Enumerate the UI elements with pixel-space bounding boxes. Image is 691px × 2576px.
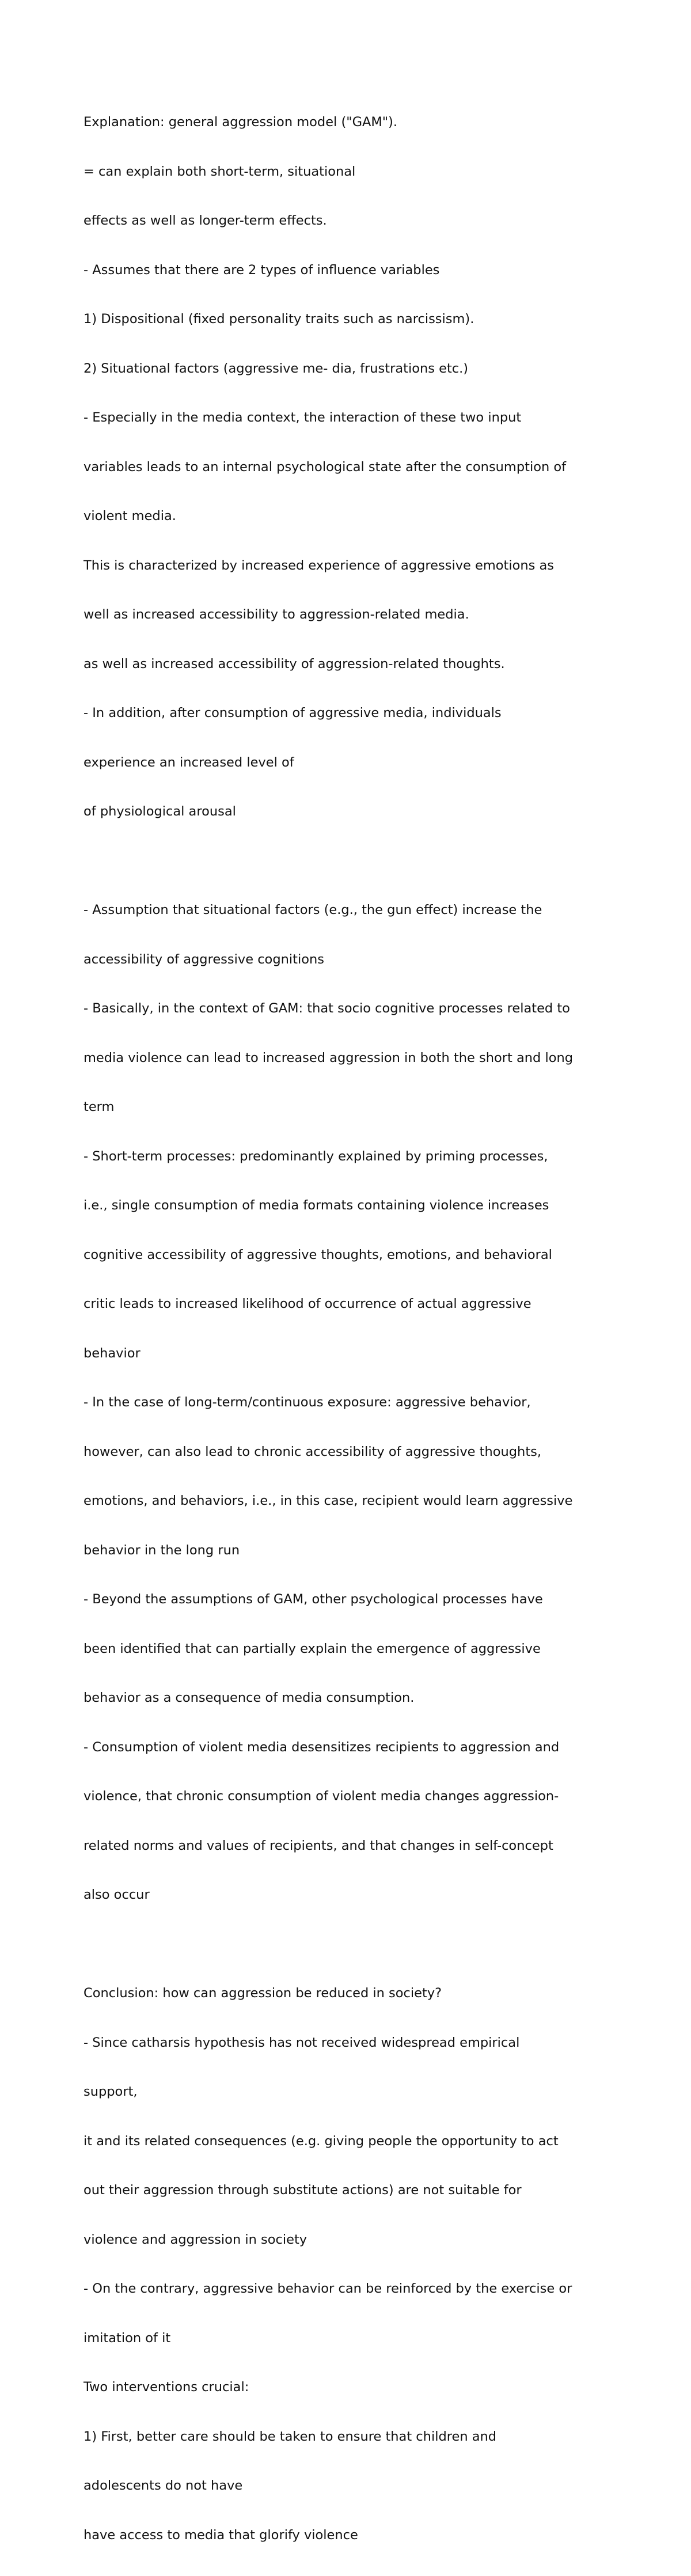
text-line: 1) Dispositional (fixed personality traits such as narcissism). xyxy=(83,312,474,327)
blank-line xyxy=(83,853,659,870)
text-line: 1) First, better care should be taken to ensure that children and xyxy=(83,2429,497,2444)
text-line: violence, that chronic consumption of violent media changes aggression- xyxy=(83,1789,559,1804)
text-line: - Short-term processes: predominantly explained by priming processes, xyxy=(83,1148,548,1164)
text-line: imitation of it xyxy=(83,2330,171,2346)
text-line: have access to media that glorify violence xyxy=(83,2527,358,2543)
document-body xyxy=(83,81,659,2576)
text-line: Conclusion: how can aggression be reduced in society? xyxy=(83,1986,442,2001)
text-line: = can explain both short-term, situational xyxy=(83,164,356,179)
text-line: Explanation: general aggression model ("GAM"). xyxy=(83,115,398,130)
text-line: Two interventions crucial: xyxy=(83,2380,249,2395)
text-line: - Beyond the assumptions of GAM, other psychological processes have xyxy=(83,1592,543,1607)
text-line: however, can also lead to chronic accessibility of aggressive thoughts, xyxy=(83,1444,542,1459)
text-line: it and its related consequences (e.g. giving people the opportunity to act xyxy=(83,2133,559,2149)
text-line: variables leads to an internal psychological state after the consumption of xyxy=(83,459,567,475)
text-line: - In the case of long-term/continuous exposure: aggressive behavior, xyxy=(83,1395,531,1410)
text-line: behavior in the long run xyxy=(83,1542,240,1558)
text-line: violence and aggression in society xyxy=(83,2232,307,2247)
text-line: - Basically, in the context of GAM: that socio cognitive processes related to xyxy=(83,1001,570,1016)
text-line: cognitive accessibility of aggressive thoughts, emotions, and behavioral xyxy=(83,1247,552,1262)
text-line: support, xyxy=(83,2084,138,2099)
text-line: 2) Situational factors (aggressive me- dia, frustrations etc.) xyxy=(83,361,469,376)
text-line: - Assumption that situational factors (e.g., the gun effect) increase the xyxy=(83,902,542,917)
text-line: related norms and values of recipients, and that changes in self-concept xyxy=(83,1838,553,1853)
text-line: behavior xyxy=(83,1345,141,1361)
text-line: critic leads to increased likelihood of occurrence of actual aggressive xyxy=(83,1296,531,1311)
text-line: as well as increased accessibility of aggression-related thoughts. xyxy=(83,656,505,671)
text-line: adolescents do not have xyxy=(83,2478,243,2493)
text-line: - Since catharsis hypothesis has not received widespread empirical xyxy=(83,2035,520,2050)
text-line: - In addition, after consumption of aggressive media, individuals xyxy=(83,705,502,720)
text-line: - On the contrary, aggressive behavior can be reinforced by the exercise or xyxy=(83,2281,572,2296)
text-line: term xyxy=(83,1099,115,1114)
text-line: - Consumption of violent media desensitizes recipients to aggression and xyxy=(83,1739,560,1755)
text-line: behavior as a consequence of media consumption. xyxy=(83,1690,415,1705)
text-line: effects as well as longer-term effects. xyxy=(83,213,327,228)
text-line: also occur xyxy=(83,1887,150,1902)
text-line: experience an increased level of xyxy=(83,754,294,770)
text-line: violent media. xyxy=(83,509,176,523)
text-line: well as increased accessibility to aggression-related media. xyxy=(83,607,469,622)
text-line: of physiological arousal xyxy=(83,804,236,819)
text-line: out their aggression through substitute actions) are not suitable for xyxy=(83,2183,522,2198)
blank-line xyxy=(83,1936,659,1953)
text-line: accessibility of aggressive cognitions xyxy=(83,951,324,967)
text-line: emotions, and behaviors, i.e., in this case, recipient would learn aggressive xyxy=(83,1493,573,1508)
text-line: This is characterized by increased experience of aggressive emotions as xyxy=(83,557,555,573)
text-line: been identified that can partially explain the emergence of aggressive xyxy=(83,1641,541,1656)
text-line: - Especially in the media context, the interaction of these two input xyxy=(83,410,522,425)
text-line: - Assumes that there are 2 types of influence variables xyxy=(83,262,440,278)
text-line: media violence can lead to increased aggression in both the short and long xyxy=(83,1050,574,1065)
text-line: i.e., single consumption of media formats containing violence increases xyxy=(83,1198,549,1213)
